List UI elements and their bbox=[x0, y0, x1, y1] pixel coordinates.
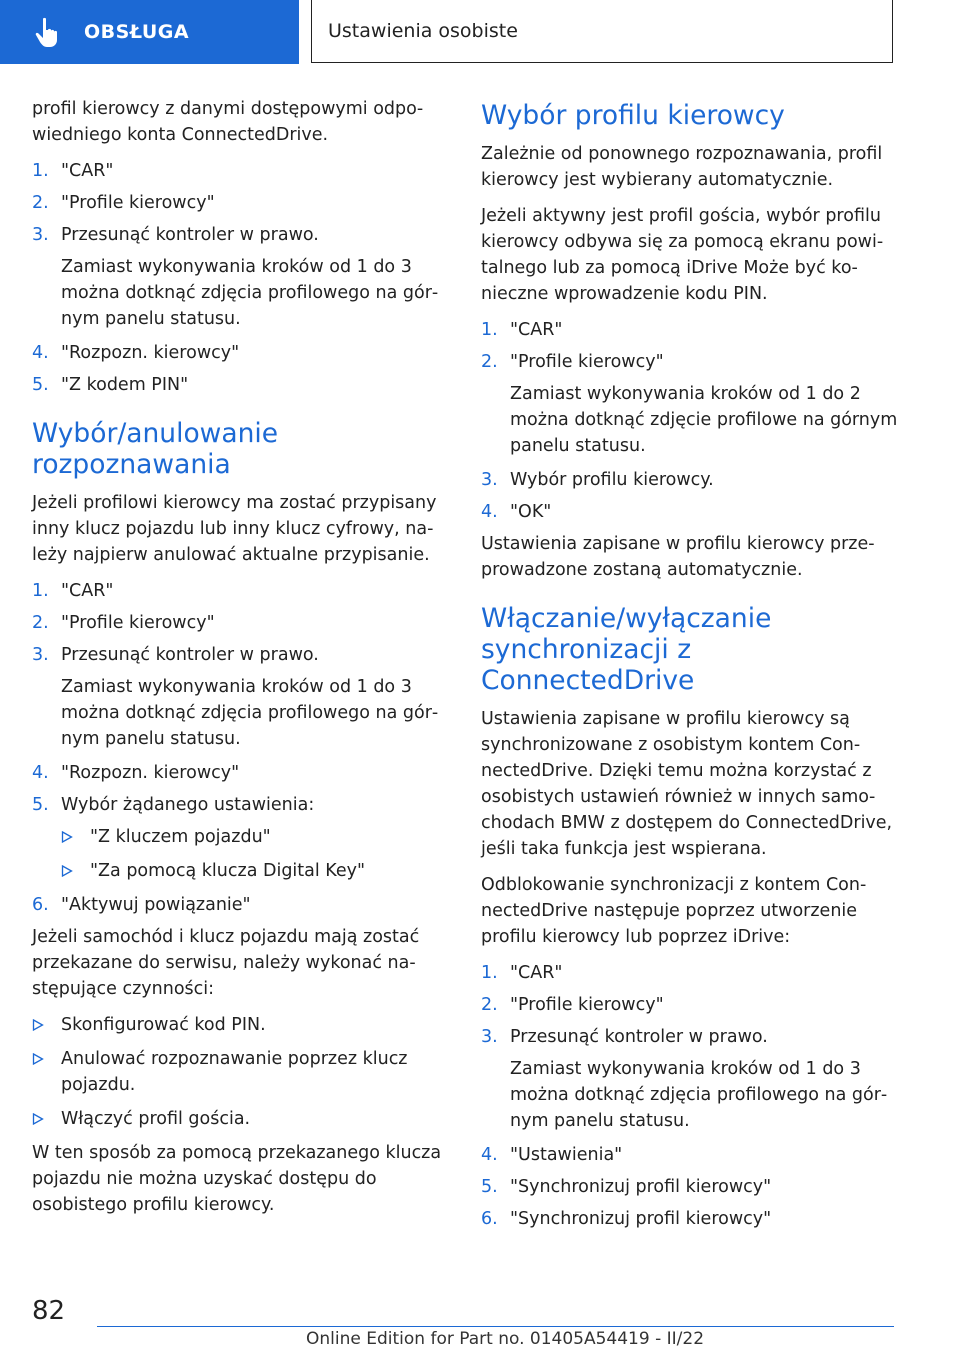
step-text: "Ustawienia" bbox=[510, 1145, 623, 1165]
step-note: Zamiast wykonywania kroków od 1 do 3 można dotknąć zdjęcia profilowego na górnym panelu statusu. bbox=[61, 257, 439, 329]
footer-divider bbox=[97, 1326, 894, 1327]
step-text: "OK" bbox=[510, 502, 552, 522]
section-heading-sync: Włączanie/wyłączanie synchronizacji z ConnectedDrive bbox=[481, 603, 772, 696]
step-number: 3. bbox=[32, 645, 49, 665]
step-number: 4. bbox=[481, 502, 498, 522]
step-text: "Profile kierowcy" bbox=[61, 193, 215, 213]
page-number: 82 bbox=[32, 1296, 66, 1326]
step-number: 3. bbox=[481, 1027, 498, 1047]
step-item bbox=[481, 467, 899, 493]
step-text: Przesunąć kontroler w prawo. bbox=[510, 1027, 768, 1047]
step-text: Przesunąć kontroler w prawo. bbox=[61, 645, 319, 665]
step-text: "Aktywuj powiązanie" bbox=[61, 895, 251, 915]
step-list bbox=[32, 158, 444, 248]
bullet-item bbox=[32, 1106, 444, 1132]
paragraph: Ustawienia zapisane w profilu kierowcy są synchronizowane z osobistym kontem ConnectedDrive. Dzięki temu można korzystać z osobistych ustawień również w innych samochodach BMW z dostępem do ConnectedDrive, jeśli taka funkcja jest wspierana. bbox=[481, 709, 893, 859]
step-text: "Rozpozn. kierowcy" bbox=[61, 763, 240, 783]
step-list bbox=[481, 467, 899, 525]
step-text: "Profile kierowcy" bbox=[510, 995, 664, 1015]
paragraph: W ten sposób za pomocą przekazanego klucza pojazdu nie można uzyskać dostępu do osobistego profilu kierowcy. bbox=[32, 1143, 442, 1215]
step-list bbox=[481, 317, 899, 375]
paragraph: Zależnie od ponownego rozpoznawania, profil kierowcy jest wybierany automatycznie. bbox=[481, 144, 883, 190]
step-item bbox=[32, 892, 444, 918]
step-list bbox=[32, 340, 444, 398]
triangle-bullet-icon bbox=[61, 858, 90, 884]
bullet-text: Anulować rozpoznawanie poprzez klucz pojazdu. bbox=[61, 1049, 408, 1095]
header-section-tab bbox=[0, 0, 299, 64]
step-list bbox=[32, 760, 444, 818]
step-note: Zamiast wykonywania kroków od 1 do 3 można dotknąć zdjęcia profilowego na górnym panelu statusu. bbox=[61, 677, 439, 749]
right-column bbox=[481, 96, 899, 1238]
step-number: 4. bbox=[481, 1145, 498, 1165]
sub-bullet-list bbox=[32, 824, 444, 884]
step-item bbox=[32, 610, 444, 636]
step-number: 1. bbox=[481, 320, 498, 340]
step-item bbox=[32, 792, 444, 818]
triangle-bullet-icon bbox=[32, 1106, 61, 1132]
step-text: "Profile kierowcy" bbox=[510, 352, 664, 372]
bullet-list bbox=[32, 1012, 444, 1132]
header-chapter-box bbox=[311, 0, 893, 63]
paragraph: Jeżeli samochód i klucz pojazdu mają zostać przekazane do serwisu, należy wykonać następujące czynności: bbox=[32, 927, 420, 999]
intro-paragraph: profil kierowcy z danymi dostępowymi odpowiedniego konta ConnectedDrive. bbox=[32, 99, 424, 145]
bullet-item bbox=[32, 1012, 444, 1038]
step-text: Wybór profilu kierowcy. bbox=[510, 470, 714, 490]
step-list bbox=[32, 578, 444, 668]
step-item bbox=[481, 1206, 899, 1232]
paragraph: Ustawienia zapisane w profilu kierowcy przeprowadzone zostaną automatycznie. bbox=[481, 534, 875, 580]
paragraph: Jeżeli profilowi kierowcy ma zostać przypisany inny klucz pojazdu lub inny klucz cyfrowy, należy najpierw anulować aktualne przypisanie. bbox=[32, 493, 437, 565]
step-number: 2. bbox=[481, 995, 498, 1015]
step-number: 2. bbox=[481, 352, 498, 372]
step-item bbox=[481, 960, 899, 986]
section-heading-profile-select: Wybór profilu kierowcy bbox=[481, 100, 785, 131]
paragraph: Odblokowanie synchronizacji z kontem ConnectedDrive następuje poprzez utworzenie profilu kierowcy lub poprzez iDrive: bbox=[481, 875, 867, 947]
step-text: "CAR" bbox=[510, 963, 563, 983]
step-number: 5. bbox=[32, 795, 49, 815]
step-number: 6. bbox=[32, 895, 49, 915]
step-number: 2. bbox=[32, 193, 49, 213]
step-text: "CAR" bbox=[61, 581, 114, 601]
step-list bbox=[481, 960, 899, 1050]
section-heading-recognition: Wybór/anulowanie rozpoznawania bbox=[32, 418, 279, 480]
step-item bbox=[32, 190, 444, 216]
section-title: OBSŁUGA bbox=[84, 21, 190, 43]
step-number: 5. bbox=[32, 375, 49, 395]
step-item bbox=[32, 760, 444, 786]
step-text: "CAR" bbox=[510, 320, 563, 340]
step-item bbox=[481, 1174, 899, 1200]
triangle-bullet-icon bbox=[32, 1046, 61, 1072]
step-item bbox=[32, 578, 444, 604]
step-text: "Z kodem PIN" bbox=[61, 375, 189, 395]
step-item bbox=[481, 349, 899, 375]
step-number: 5. bbox=[481, 1177, 498, 1197]
chapter-title: Ustawienia osobiste bbox=[328, 20, 518, 42]
step-text: "Profile kierowcy" bbox=[61, 613, 215, 633]
step-number: 3. bbox=[481, 470, 498, 490]
paragraph: Jeżeli aktywny jest profil gościa, wybór profilu kierowcy odbywa się za pomocą ekranu powitalnego lub za pomocą iDrive Może być konieczne wprowadzenie kodu PIN. bbox=[481, 206, 884, 304]
step-number: 4. bbox=[32, 763, 49, 783]
triangle-bullet-icon bbox=[61, 824, 90, 850]
step-item bbox=[32, 372, 444, 398]
step-number: 4. bbox=[32, 343, 49, 363]
step-number: 1. bbox=[32, 161, 49, 181]
step-item bbox=[481, 317, 899, 343]
step-number: 2. bbox=[32, 613, 49, 633]
step-note: Zamiast wykonywania kroków od 1 do 2 można dotknąć zdjęcie profilowe na górnym panelu statusu. bbox=[510, 384, 898, 456]
step-item bbox=[32, 340, 444, 366]
step-number: 1. bbox=[481, 963, 498, 983]
bullet-text: Włączyć profil gościa. bbox=[61, 1109, 251, 1129]
bullet-text: Skonfigurować kod PIN. bbox=[61, 1015, 266, 1035]
step-list bbox=[481, 1142, 899, 1232]
bullet-item bbox=[32, 1046, 444, 1098]
bullet-text: "Z kluczem pojazdu" bbox=[90, 827, 271, 847]
step-item bbox=[481, 992, 899, 1018]
step-number: 6. bbox=[481, 1209, 498, 1229]
step-text: "Synchronizuj profil kierowcy" bbox=[510, 1177, 772, 1197]
edition-text: Online Edition for Part no. 01405A54419 - II/22 bbox=[306, 1329, 705, 1349]
step-item bbox=[32, 642, 444, 668]
bullet-item bbox=[61, 858, 444, 884]
step-number: 3. bbox=[32, 225, 49, 245]
step-item bbox=[32, 158, 444, 184]
step-item bbox=[32, 222, 444, 248]
step-text: "Rozpozn. kierowcy" bbox=[61, 343, 240, 363]
step-text: "CAR" bbox=[61, 161, 114, 181]
hand-pointer-icon bbox=[32, 15, 66, 49]
bullet-item bbox=[61, 824, 444, 850]
triangle-bullet-icon bbox=[32, 1012, 61, 1038]
step-text: Wybór żądanego ustawienia: bbox=[61, 795, 315, 815]
step-number: 1. bbox=[32, 581, 49, 601]
step-item bbox=[481, 1142, 899, 1168]
step-item bbox=[481, 499, 899, 525]
bullet-text: "Za pomocą klucza Digital Key" bbox=[90, 861, 366, 881]
step-text: "Synchronizuj profil kierowcy" bbox=[510, 1209, 772, 1229]
step-item bbox=[481, 1024, 899, 1050]
step-note: Zamiast wykonywania kroków od 1 do 3 można dotknąć zdjęcia profilowego na górnym panelu statusu. bbox=[510, 1059, 888, 1131]
left-column bbox=[32, 96, 444, 1228]
step-text: Przesunąć kontroler w prawo. bbox=[61, 225, 319, 245]
